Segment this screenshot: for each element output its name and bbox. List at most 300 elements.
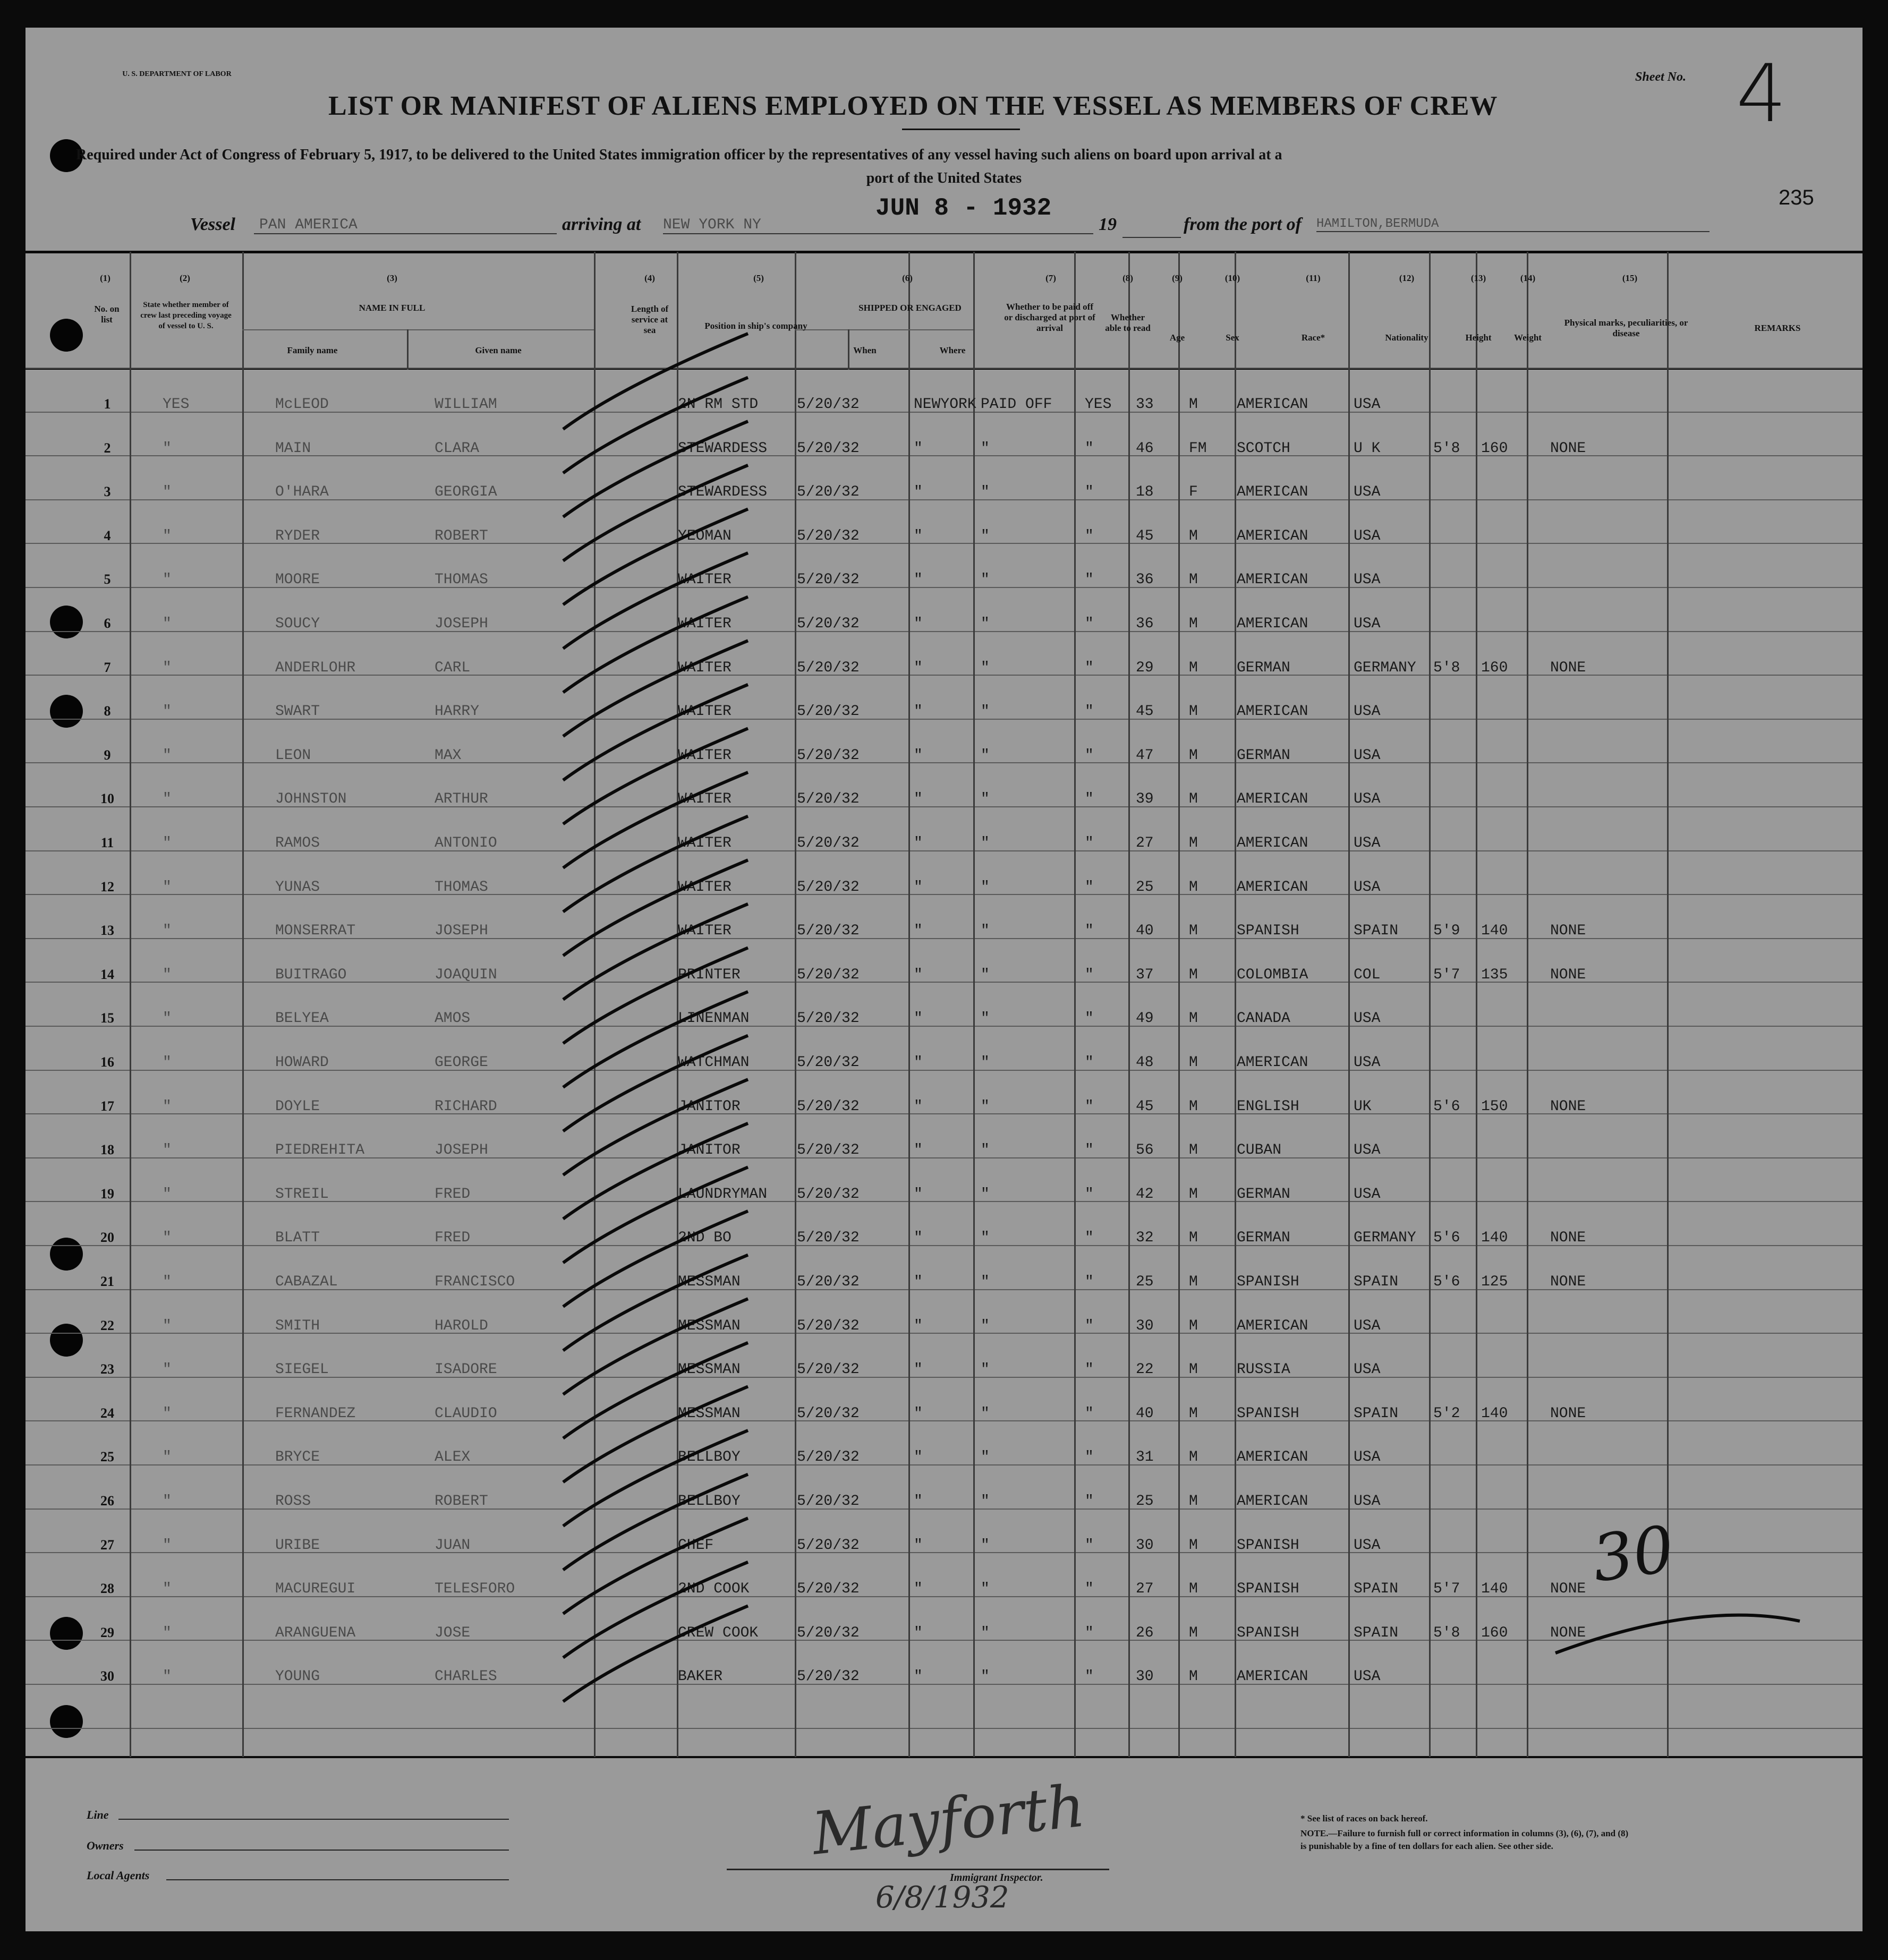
cell-read: " bbox=[1085, 879, 1094, 896]
signature-date: 6/8/1932 bbox=[875, 1880, 1009, 1915]
cell-family: MAIN bbox=[275, 440, 311, 457]
cell-nat: USA bbox=[1354, 1142, 1381, 1158]
cell-given: CHARLES bbox=[435, 1668, 497, 1685]
cell-paid: " bbox=[981, 1581, 990, 1597]
row-number: 8 bbox=[104, 703, 111, 719]
col1-number: (1) bbox=[100, 273, 110, 283]
vessel-label: Vessel bbox=[190, 215, 235, 234]
col9-number: (9) bbox=[1172, 273, 1183, 283]
cell-paid: " bbox=[981, 703, 990, 720]
cell-where: " bbox=[914, 1318, 923, 1334]
cell-given: JOAQUIN bbox=[435, 967, 497, 983]
row-number: 4 bbox=[104, 528, 111, 543]
row-number: 12 bbox=[100, 879, 114, 894]
cell-nat: USA bbox=[1354, 1054, 1381, 1071]
cell-prev: " bbox=[163, 1098, 172, 1115]
line-blank bbox=[118, 1819, 509, 1820]
cell-where: " bbox=[914, 1581, 923, 1597]
cell-race: AMERICAN bbox=[1237, 1493, 1308, 1510]
row-number: 5 bbox=[104, 572, 111, 587]
cell-paid: " bbox=[981, 1186, 990, 1203]
cell-when: 5/20/32 bbox=[797, 484, 860, 500]
cell-where: " bbox=[914, 703, 923, 720]
cell-where: " bbox=[914, 616, 923, 632]
cell-prev: " bbox=[163, 1054, 172, 1071]
handwritten-count: 30 bbox=[1588, 1512, 1679, 1597]
cell-position: WAITER bbox=[678, 660, 732, 676]
col3-number: (3) bbox=[387, 273, 397, 283]
cell-position: WAITER bbox=[678, 791, 732, 807]
from-port: HAMILTON,BERMUDA bbox=[1316, 217, 1710, 232]
col11-header: Race* bbox=[1301, 333, 1325, 343]
cell-read: " bbox=[1085, 572, 1094, 588]
cell-given: ISADORE bbox=[435, 1361, 497, 1378]
pen-annotations bbox=[25, 28, 1863, 1931]
cell-position: 2ND BO bbox=[678, 1230, 732, 1246]
cell-height: 5'7 bbox=[1433, 1581, 1460, 1597]
cell-given: JUAN bbox=[435, 1537, 471, 1554]
check-stroke bbox=[563, 378, 748, 473]
cell-given: ALEX bbox=[435, 1449, 471, 1465]
cell-given: HAROLD bbox=[435, 1318, 488, 1334]
cell-age: 39 bbox=[1136, 791, 1154, 807]
cell-weight: 140 bbox=[1481, 923, 1508, 939]
cell-position: YEOMAN bbox=[678, 528, 732, 544]
cell-weight: 140 bbox=[1481, 1405, 1508, 1422]
cell-paid: " bbox=[981, 967, 990, 983]
cell-where: " bbox=[914, 1010, 923, 1027]
row-number: 30 bbox=[100, 1668, 114, 1684]
cell-given: THOMAS bbox=[435, 879, 488, 896]
cell-where: " bbox=[914, 1098, 923, 1115]
col14-header: Weight bbox=[1514, 333, 1542, 343]
cell-paid: " bbox=[981, 484, 990, 500]
cell-when: 5/20/32 bbox=[797, 747, 860, 764]
cell-family: SIEGEL bbox=[275, 1361, 329, 1378]
check-stroke bbox=[563, 421, 748, 517]
cell-position: STEWARDESS bbox=[678, 440, 768, 457]
cell-family: BELYEA bbox=[275, 1010, 329, 1027]
cell-where: " bbox=[914, 879, 923, 896]
cell-when: 5/20/32 bbox=[797, 1405, 860, 1422]
cell-read: " bbox=[1085, 1274, 1094, 1290]
cell-given: RICHARD bbox=[435, 1098, 497, 1115]
cell-family: RYDER bbox=[275, 528, 320, 544]
cell-prev: " bbox=[163, 1186, 172, 1203]
cell-when: 5/20/32 bbox=[797, 1361, 860, 1378]
cell-prev: " bbox=[163, 660, 172, 676]
cell-race: SPANISH bbox=[1237, 923, 1299, 939]
cell-where: NEWYORK bbox=[914, 396, 976, 413]
cell-position: CHEF bbox=[678, 1537, 714, 1554]
cell-prev: " bbox=[163, 923, 172, 939]
cell-position: 2N RM STD bbox=[678, 396, 759, 413]
check-stroke bbox=[563, 1211, 748, 1307]
cell-prev: " bbox=[163, 1318, 172, 1334]
cell-paid: " bbox=[981, 791, 990, 807]
cell-race: GERMAN bbox=[1237, 1230, 1290, 1246]
sheet-number: 4 bbox=[1736, 48, 1787, 140]
cell-sex: M bbox=[1189, 1405, 1198, 1422]
cell-race: AMERICAN bbox=[1237, 703, 1308, 720]
cell-read: " bbox=[1085, 440, 1094, 457]
check-stroke bbox=[563, 948, 748, 1043]
row-number: 24 bbox=[100, 1405, 114, 1421]
cell-age: 25 bbox=[1136, 1493, 1154, 1510]
cell-age: 40 bbox=[1136, 923, 1154, 939]
cell-family: YUNAS bbox=[275, 879, 320, 896]
races-note: * See list of races on back hereof. bbox=[1300, 1813, 1428, 1823]
vessel-name: PAN AMERICA bbox=[254, 217, 557, 234]
cell-read: " bbox=[1085, 1405, 1094, 1422]
cell-age: 27 bbox=[1136, 1581, 1154, 1597]
cell-prev: " bbox=[163, 528, 172, 544]
check-stroke bbox=[563, 1343, 748, 1438]
cell-paid: " bbox=[981, 835, 990, 851]
cell-race: CANADA bbox=[1237, 1010, 1290, 1027]
cell-height: 5'6 bbox=[1433, 1230, 1460, 1246]
cell-paid: " bbox=[981, 1274, 990, 1290]
cell-position: WAITER bbox=[678, 616, 732, 632]
cell-prev: " bbox=[163, 484, 172, 500]
row-number: 29 bbox=[100, 1625, 114, 1640]
cell-age: 46 bbox=[1136, 440, 1154, 457]
check-stroke bbox=[563, 816, 748, 912]
cell-position: BAKER bbox=[678, 1668, 723, 1685]
arriving-port: NEW YORK NY bbox=[663, 217, 1093, 234]
cell-when: 5/20/32 bbox=[797, 1625, 860, 1641]
cell-age: 45 bbox=[1136, 1098, 1154, 1115]
subtitle-line-1: Required under Act of Congress of February 5, 1917, to be delivered to the United States immigration officer by the representatives of any vessel having such aliens on board upon arrival at a bbox=[76, 147, 1282, 163]
cell-prev: " bbox=[163, 1449, 172, 1465]
cell-height: 5'2 bbox=[1433, 1405, 1460, 1422]
cell-paid: " bbox=[981, 879, 990, 896]
cell-prev: " bbox=[163, 791, 172, 807]
row-number: 19 bbox=[100, 1186, 114, 1201]
cell-sex: M bbox=[1189, 1098, 1198, 1115]
cell-prev: " bbox=[163, 1230, 172, 1246]
signature-line bbox=[727, 1869, 1109, 1870]
cell-height: 5'7 bbox=[1433, 967, 1460, 983]
cell-family: LEON bbox=[275, 747, 311, 764]
cell-read: " bbox=[1085, 747, 1094, 764]
cell-position: MESSMAN bbox=[678, 1405, 741, 1422]
cell-read: " bbox=[1085, 703, 1094, 720]
check-stroke bbox=[563, 1606, 748, 1701]
cell-nat: USA bbox=[1354, 572, 1381, 588]
cell-paid: " bbox=[981, 1537, 990, 1554]
cell-race: AMERICAN bbox=[1237, 1054, 1308, 1071]
cell-where: " bbox=[914, 1186, 923, 1203]
check-stroke bbox=[563, 641, 748, 736]
cell-age: 45 bbox=[1136, 528, 1154, 544]
col3b-header: Given name bbox=[475, 345, 522, 355]
col10-header: Sex bbox=[1226, 333, 1239, 343]
page-title: LIST OR MANIFEST OF ALIENS EMPLOYED ON THE VESSEL AS MEMBERS OF CREW bbox=[328, 91, 1498, 121]
cell-race: SPANISH bbox=[1237, 1625, 1299, 1641]
cell-age: 42 bbox=[1136, 1186, 1154, 1203]
row-number: 18 bbox=[100, 1142, 114, 1157]
row-number: 1 bbox=[104, 396, 111, 412]
cell-paid: " bbox=[981, 528, 990, 544]
cell-family: O'HARA bbox=[275, 484, 329, 500]
cell-given: TELESFORO bbox=[435, 1581, 515, 1597]
cell-position: CREW COOK bbox=[678, 1625, 759, 1641]
cell-sex: M bbox=[1189, 1054, 1198, 1071]
line-label: Line bbox=[87, 1808, 109, 1821]
cell-position: BELLBOY bbox=[678, 1449, 741, 1465]
cell-where: " bbox=[914, 572, 923, 588]
cell-sex: M bbox=[1189, 879, 1198, 896]
cell-marks: NONE bbox=[1550, 1098, 1586, 1115]
cell-family: SOUCY bbox=[275, 616, 320, 632]
cell-where: " bbox=[914, 1537, 923, 1554]
check-stroke bbox=[563, 1518, 748, 1614]
cell-position: WATCHMAN bbox=[678, 1054, 750, 1071]
cell-given: FRED bbox=[435, 1230, 471, 1246]
cell-race: SCOTCH bbox=[1237, 440, 1290, 457]
cell-read: " bbox=[1085, 967, 1094, 983]
cell-family: BLATT bbox=[275, 1230, 320, 1246]
cell-age: 40 bbox=[1136, 1405, 1154, 1422]
col15-header: Physical marks, peculiarities, or disease bbox=[1564, 318, 1688, 338]
cell-race: AMERICAN bbox=[1237, 1668, 1308, 1685]
cell-race: AMERICAN bbox=[1237, 835, 1308, 851]
cell-where: " bbox=[914, 791, 923, 807]
cell-given: ROBERT bbox=[435, 1493, 488, 1510]
cell-race: AMERICAN bbox=[1237, 879, 1308, 896]
cell-weight: 135 bbox=[1481, 967, 1508, 983]
inspector-label: Immigrant Inspector. bbox=[950, 1872, 1043, 1884]
cell-nat: USA bbox=[1354, 791, 1381, 807]
row-number: 17 bbox=[100, 1098, 114, 1114]
cell-read: " bbox=[1085, 1668, 1094, 1685]
col8-header: Whether able to read bbox=[1105, 312, 1151, 333]
cell-weight: 125 bbox=[1481, 1274, 1508, 1290]
cell-sex: M bbox=[1189, 791, 1198, 807]
cell-nat: USA bbox=[1354, 1010, 1381, 1027]
check-stroke bbox=[563, 1475, 748, 1570]
cell-sex: M bbox=[1189, 967, 1198, 983]
col7-header: Whether to be paid off or discharged at port of arrival bbox=[1004, 302, 1095, 333]
cell-weight: 160 bbox=[1481, 660, 1508, 676]
cell-age: 27 bbox=[1136, 835, 1154, 851]
cell-height: 5'6 bbox=[1433, 1098, 1460, 1115]
cell-position: PRINTER bbox=[678, 967, 741, 983]
cell-age: 18 bbox=[1136, 484, 1154, 500]
cell-prev: " bbox=[163, 572, 172, 588]
cell-weight: 140 bbox=[1481, 1581, 1508, 1597]
cell-given: JOSEPH bbox=[435, 1142, 488, 1158]
cell-nat: USA bbox=[1354, 396, 1381, 413]
cell-read: " bbox=[1085, 528, 1094, 544]
cell-where: " bbox=[914, 967, 923, 983]
check-stroke bbox=[563, 553, 748, 649]
cell-read: " bbox=[1085, 923, 1094, 939]
check-stroke bbox=[563, 1562, 748, 1658]
cell-nat: SPAIN bbox=[1354, 1274, 1399, 1290]
cell-given: JOSE bbox=[435, 1625, 471, 1641]
cell-when: 5/20/32 bbox=[797, 1274, 860, 1290]
check-stroke bbox=[563, 1167, 748, 1263]
cell-age: 32 bbox=[1136, 1230, 1154, 1246]
cell-sex: M bbox=[1189, 835, 1198, 851]
cell-read: " bbox=[1085, 1625, 1094, 1641]
cell-position: MESSMAN bbox=[678, 1318, 741, 1334]
cell-when: 5/20/32 bbox=[797, 1581, 860, 1597]
cell-height: 5'6 bbox=[1433, 1274, 1460, 1290]
cell-prev: " bbox=[163, 616, 172, 632]
check-stroke bbox=[563, 772, 748, 868]
cell-family: DOYLE bbox=[275, 1098, 320, 1115]
cell-when: 5/20/32 bbox=[797, 1142, 860, 1158]
penalty-note-2: is punishable by a fine of ten dollars for each alien. See other side. bbox=[1300, 1841, 1553, 1851]
cell-age: 25 bbox=[1136, 879, 1154, 896]
cell-paid: " bbox=[981, 1493, 990, 1510]
cell-when: 5/20/32 bbox=[797, 616, 860, 632]
cell-position: WAITER bbox=[678, 703, 732, 720]
cell-position: JANITOR bbox=[678, 1142, 741, 1158]
cell-given: JOSEPH bbox=[435, 923, 488, 939]
cell-when: 5/20/32 bbox=[797, 396, 860, 413]
cell-family: MACUREGUI bbox=[275, 1581, 356, 1597]
row-number: 6 bbox=[104, 616, 111, 631]
check-stroke bbox=[563, 860, 748, 956]
cell-sex: M bbox=[1189, 396, 1198, 413]
cell-when: 5/20/32 bbox=[797, 1449, 860, 1465]
check-stroke bbox=[563, 1079, 748, 1175]
row-number: 15 bbox=[100, 1010, 114, 1026]
cell-paid: " bbox=[981, 1318, 990, 1334]
row-number: 26 bbox=[100, 1493, 114, 1509]
cell-when: 5/20/32 bbox=[797, 1010, 860, 1027]
check-stroke bbox=[563, 904, 748, 1000]
row-number: 28 bbox=[100, 1581, 114, 1596]
cell-age: 30 bbox=[1136, 1537, 1154, 1554]
col12-number: (12) bbox=[1399, 273, 1415, 283]
cell-race: AMERICAN bbox=[1237, 1318, 1308, 1334]
cell-sex: M bbox=[1189, 1493, 1198, 1510]
col10-number: (10) bbox=[1224, 273, 1240, 283]
cell-race: ENGLISH bbox=[1237, 1098, 1299, 1115]
cell-prev: " bbox=[163, 747, 172, 764]
cell-paid: " bbox=[981, 440, 990, 457]
sheet-label: Sheet No. bbox=[1635, 70, 1686, 84]
col2-number: (2) bbox=[180, 273, 190, 283]
cell-age: 37 bbox=[1136, 967, 1154, 983]
manifest-sheet bbox=[25, 28, 1863, 1931]
cell-nat: USA bbox=[1354, 528, 1381, 544]
col7-number: (7) bbox=[1045, 273, 1056, 283]
cell-prev: " bbox=[163, 967, 172, 983]
row-number: 16 bbox=[100, 1054, 114, 1070]
cell-nat: GERMANY bbox=[1354, 660, 1416, 676]
cell-age: 45 bbox=[1136, 703, 1154, 720]
cell-position: WAITER bbox=[678, 835, 732, 851]
cell-when: 5/20/32 bbox=[797, 1537, 860, 1554]
cell-nat: USA bbox=[1354, 879, 1381, 896]
cell-position: WAITER bbox=[678, 747, 732, 764]
cell-when: 5/20/32 bbox=[797, 835, 860, 851]
check-stroke bbox=[563, 992, 748, 1087]
check-stroke bbox=[563, 1299, 748, 1394]
cell-prev: " bbox=[163, 1361, 172, 1378]
cell-nat: UK bbox=[1354, 1098, 1372, 1115]
row-number: 20 bbox=[100, 1230, 114, 1245]
cell-position: LAUNDRYMAN bbox=[678, 1186, 768, 1203]
cell-sex: M bbox=[1189, 1274, 1198, 1290]
cell-where: " bbox=[914, 1625, 923, 1641]
cell-race: SPANISH bbox=[1237, 1274, 1299, 1290]
cell-read: " bbox=[1085, 835, 1094, 851]
cell-sex: M bbox=[1189, 923, 1198, 939]
cell-prev: YES bbox=[163, 396, 190, 413]
cell-family: RAMOS bbox=[275, 835, 320, 851]
cell-read: " bbox=[1085, 1318, 1094, 1334]
check-stroke bbox=[563, 728, 748, 824]
cell-family: McLEOD bbox=[275, 396, 329, 413]
cell-age: 36 bbox=[1136, 616, 1154, 632]
cell-family: ROSS bbox=[275, 1493, 311, 1510]
cell-prev: " bbox=[163, 1405, 172, 1422]
cell-paid: PAID OFF bbox=[981, 396, 1052, 413]
row-number: 27 bbox=[100, 1537, 114, 1553]
cell-marks: NONE bbox=[1550, 1230, 1586, 1246]
col15-number: (15) bbox=[1622, 273, 1638, 283]
cell-read: " bbox=[1085, 1098, 1094, 1115]
row-number: 23 bbox=[100, 1361, 114, 1377]
col13-number: (13) bbox=[1470, 273, 1486, 283]
cell-position: BELLBOY bbox=[678, 1493, 741, 1510]
cell-paid: " bbox=[981, 1142, 990, 1158]
col2-header: State whether member of crew last preceding voyage of vessel to U. S. bbox=[140, 301, 232, 330]
inspector-signature: Mayforth bbox=[809, 1771, 1088, 1868]
row-number: 9 bbox=[104, 747, 111, 763]
check-stroke bbox=[563, 1036, 748, 1131]
cell-when: 5/20/32 bbox=[797, 923, 860, 939]
cell-height: 5'8 bbox=[1433, 1625, 1460, 1641]
owners-label: Owners bbox=[87, 1839, 124, 1852]
cell-family: BRYCE bbox=[275, 1449, 320, 1465]
cell-nat: SPAIN bbox=[1354, 923, 1399, 939]
cell-sex: M bbox=[1189, 703, 1198, 720]
arriving-label: arriving at bbox=[562, 215, 641, 234]
check-stroke bbox=[563, 465, 748, 561]
cell-paid: " bbox=[981, 1405, 990, 1422]
check-stroke bbox=[563, 1386, 748, 1482]
col13-header: Height bbox=[1465, 333, 1492, 343]
cell-sex: M bbox=[1189, 1668, 1198, 1685]
row-number: 2 bbox=[104, 440, 111, 456]
cell-read: " bbox=[1085, 1186, 1094, 1203]
cell-where: " bbox=[914, 747, 923, 764]
page-number: 235 bbox=[1779, 186, 1814, 209]
cell-prev: " bbox=[163, 1010, 172, 1027]
cell-prev: " bbox=[163, 703, 172, 720]
cell-given: GEORGIA bbox=[435, 484, 497, 500]
cell-paid: " bbox=[981, 1230, 990, 1246]
owners-blank bbox=[134, 1850, 509, 1851]
cell-age: 29 bbox=[1136, 660, 1154, 676]
cell-where: " bbox=[914, 484, 923, 500]
cell-when: 5/20/32 bbox=[797, 1493, 860, 1510]
cell-age: 30 bbox=[1136, 1318, 1154, 1334]
cell-height: 5'8 bbox=[1433, 660, 1460, 676]
cell-age: 56 bbox=[1136, 1142, 1154, 1158]
cell-weight: 150 bbox=[1481, 1098, 1508, 1115]
cell-where: " bbox=[914, 1230, 923, 1246]
cell-family: URIBE bbox=[275, 1537, 320, 1554]
